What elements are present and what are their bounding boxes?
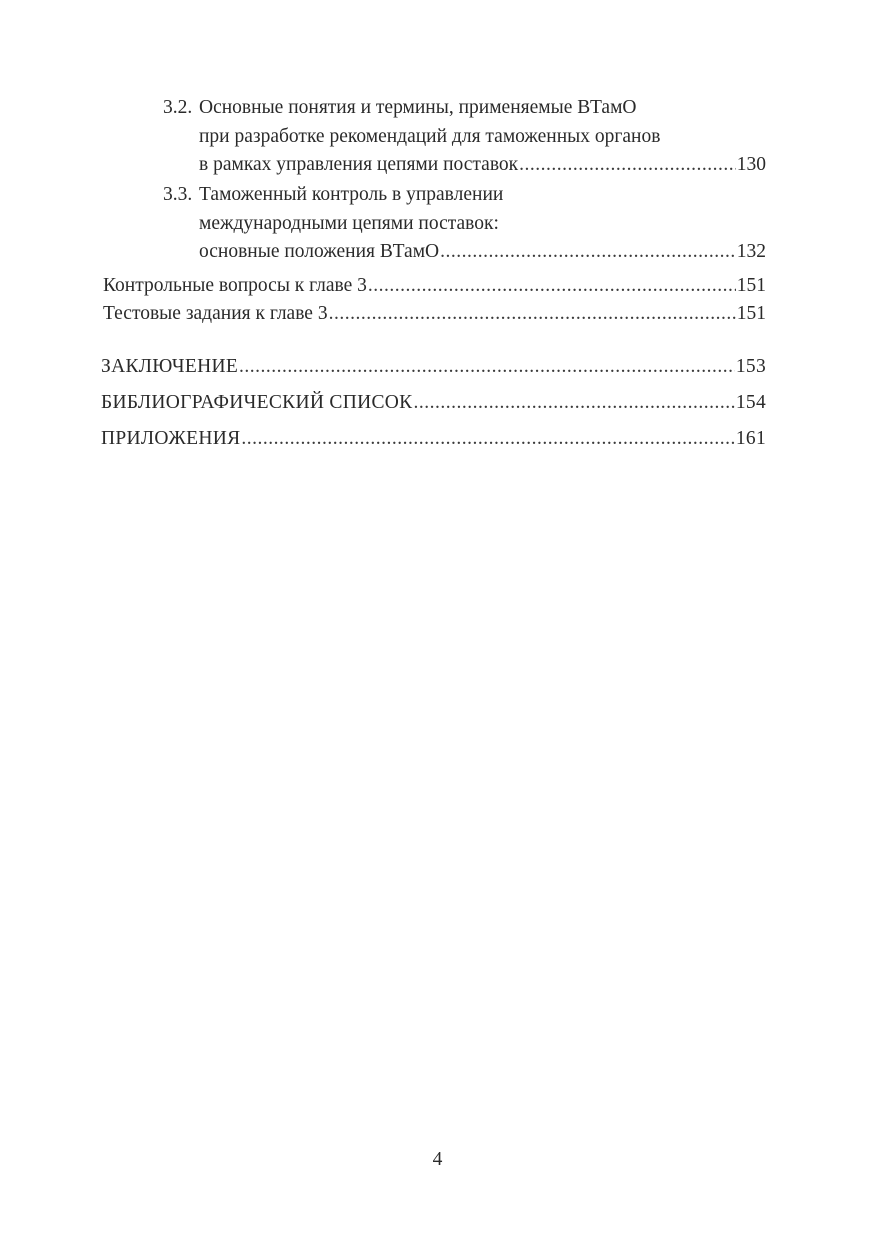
toc-entry-tests[interactable] [103, 302, 766, 326]
toc-entry-appendices[interactable] [101, 427, 766, 451]
page-ref: 153 [735, 356, 766, 377]
dot-leader [519, 153, 736, 177]
entry-title-text: Контрольные вопросы к главе 3 [103, 275, 367, 296]
toc-entry-3-3-line2[interactable] [199, 212, 499, 236]
page-ref: 154 [735, 392, 766, 413]
dot-leader [440, 240, 736, 264]
toc-entry-3-3-line1[interactable] [163, 183, 503, 207]
toc-entry-questions[interactable] [103, 274, 766, 298]
entry-title-text: Основные понятия и термины, применяемые ВТамО [199, 97, 637, 118]
dot-leader [241, 427, 734, 451]
section-number: 3.3. [163, 184, 193, 205]
entry-title-text: основные положения ВТамО [199, 241, 440, 262]
entry-title-text: Таможенный контроль в управлении [199, 184, 504, 205]
entry-title-text: при разработке рекомендаций для таможенных органов [199, 126, 661, 147]
page-ref: 132 [736, 241, 766, 262]
toc-entry-bibliography[interactable] [101, 391, 766, 415]
dot-leader [368, 274, 736, 298]
dot-leader [239, 355, 735, 379]
toc-entry-3-2-line2[interactable] [199, 125, 660, 149]
section-number: 3.2. [163, 97, 193, 118]
toc-entry-3-2-line3[interactable] [199, 153, 766, 177]
entry-title-text: Тестовые задания к главе 3 [103, 303, 328, 324]
page-ref: 151 [736, 303, 766, 324]
entry-title-text: БИБЛИОГРАФИЧЕСКИЙ СПИСОК [101, 392, 413, 413]
entry-title-text: ЗАКЛЮЧЕНИЕ [101, 356, 239, 377]
page-number: 4 [432, 1149, 443, 1170]
page-ref: 151 [736, 275, 766, 296]
dot-leader [413, 391, 734, 415]
entry-title-text: в рамках управления цепями поставок [199, 154, 519, 175]
toc-entry-3-3-line3[interactable] [199, 240, 766, 264]
dot-leader [329, 302, 736, 326]
page-ref: 130 [736, 154, 766, 175]
page-ref: 161 [735, 428, 766, 449]
toc-entry-conclusion[interactable] [101, 355, 766, 379]
entry-title-text: международными цепями поставок: [199, 213, 499, 234]
toc-entry-3-2-line1[interactable] [163, 96, 637, 120]
entry-title-text: ПРИЛОЖЕНИЯ [101, 428, 241, 449]
